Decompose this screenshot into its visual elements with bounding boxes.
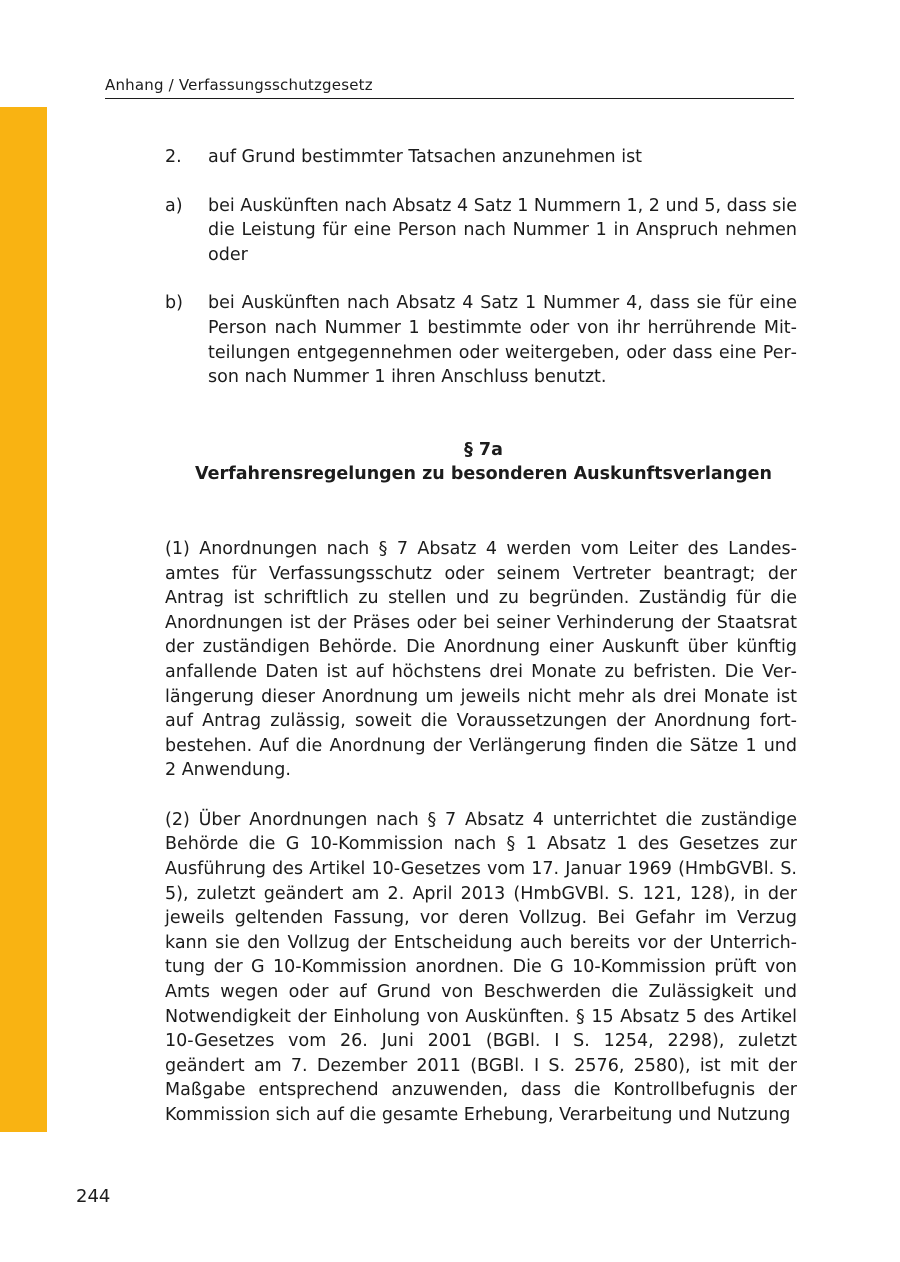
list-item-text: auf Grund bestimmter Tatsachen anzunehmen ist: [208, 147, 643, 167]
header-rule: [105, 98, 794, 99]
paragraph-2: (2) Über Anordnungen nach § 7 Absatz 4 unterrichtet die zuständige Behörde die G 10-Kommission nach § 1 Absatz 1 des Gesetzes zur Ausführung des Artikel 10-Gesetzes vom 17. Januar 1969 (HmbGVBl. S. 5), zuletzt geändert am 2. April 2013 (HmbGVBl. S. 121, 128), in der jeweils geltenden Fassung, vor deren Vollzug. Bei Gefahr im Verzug kann sie den Vollzug der Entscheidung auch bereits vor der Unterrichtung der G 10-Kommission anordnen. Die G 10-Kommission prüft von Amts wegen oder auf Grund von Beschwerden die Zulässigkeit und Notwendigkeit der Einholung von Auskünften. § 15 Absatz 5 des Artikel 10-Gesetzes vom 26. Juni 2001 (BGBl. I S. 1254, 2298), zuletzt geändert am 7. Dezember 2011 (BGBl. I S. 2576, 2580), ist mit der Maßgabe entsprechend anzuwenden, dass die Kontrollbefugnis der Kommission sich auf die gesamte Erhebung, Verarbeitung und Nutzung: [165, 809, 797, 1125]
page-content: [165, 145, 797, 1128]
list-item-2: [165, 145, 797, 170]
list-item-text: bei Auskünften nach Absatz 4 Satz 1 Nummer 4, dass sie für eine Person nach Nummer 1 bestimmte oder von ihr herrührende Mitteilungen entgegennehmen oder weitergeben, oder dass eine Person nach Nummer 1 ihren Anschluss benutzt.: [208, 293, 797, 388]
list-item-label: b): [165, 293, 183, 314]
section-number: § 7a: [464, 439, 503, 460]
section-title: Verfahrensregelungen zu besonderen Auskunftsverlangen: [195, 464, 772, 485]
list-item-a: [165, 194, 797, 268]
list-item-text: bei Auskünften nach Absatz 4 Satz 1 Nummern 1, 2 und 5, dass sie die Leistung für eine Person nach Nummer 1 in Anspruch nehmen oder: [208, 195, 797, 265]
list-item-label: a): [165, 195, 183, 216]
side-color-bar: [0, 107, 47, 1132]
section-heading: [115, 438, 852, 487]
running-header: Anhang / Verfassungsschutzgesetz: [105, 76, 373, 94]
page-number: 244: [76, 1186, 111, 1207]
list-item-b: [165, 291, 797, 389]
list-item-label: 2.: [165, 147, 182, 167]
paragraph-1: (1) Anordnungen nach § 7 Absatz 4 werden vom Leiter des Landesamtes für Verfassungsschutz oder seinem Vertreter beantragt; der Antrag ist schriftlich zu stellen und zu begründen. Zuständig für die Anordnungen ist der Präses oder bei seiner Verhinderung der Staatsrat der zuständigen Behörde. Die Anordnung einer Auskunft über künftig anfallende Daten ist auf höchstens drei Monate zu befristen. Die Verlängerung dieser Anordnung um jeweils nicht mehr als drei Monate ist auf Antrag zulässig, soweit die Voraussetzungen der Anordnung fortbestehen. Auf die Anordnung der Verlängerung finden die Sätze 1 und 2 Anwendung.: [165, 538, 797, 781]
